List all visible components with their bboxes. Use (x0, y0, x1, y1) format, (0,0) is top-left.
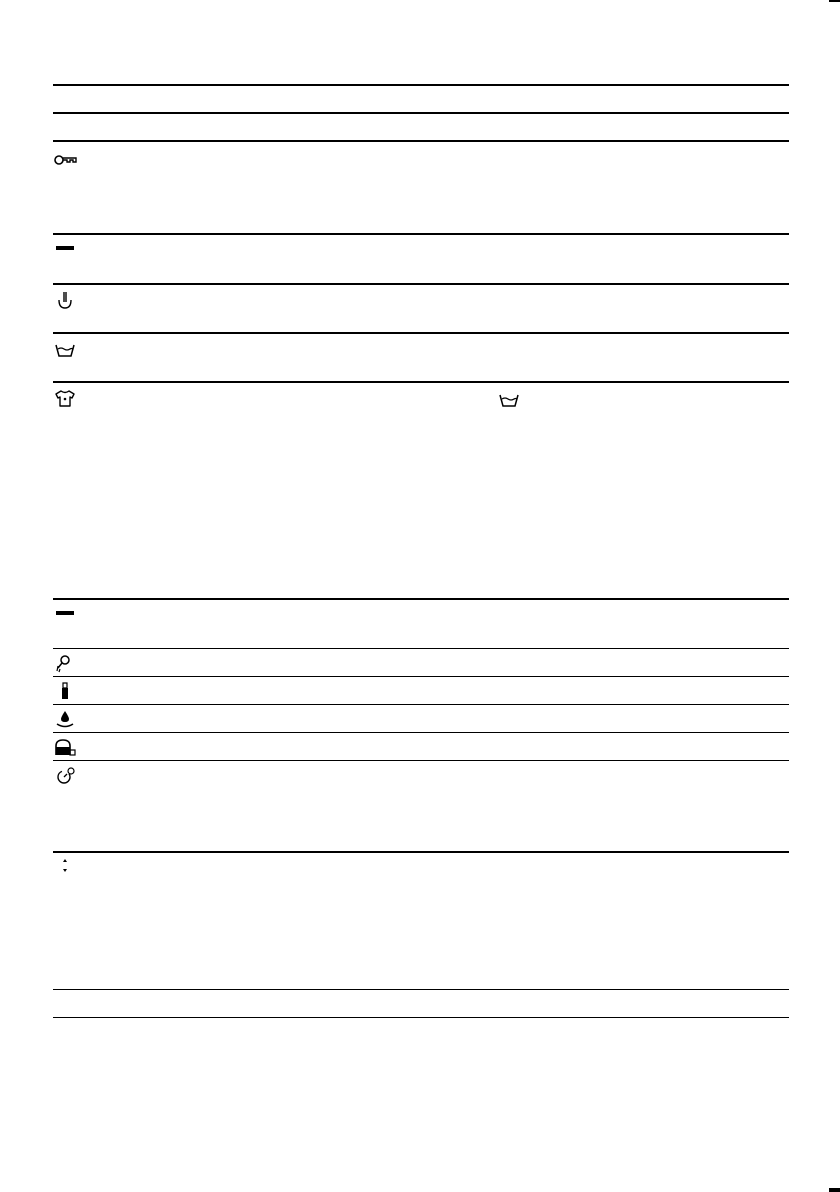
dots-icon (53, 857, 79, 877)
dash-icon (53, 238, 79, 258)
row-divider (53, 732, 789, 733)
row-divider (53, 233, 789, 235)
table-top-rule (53, 84, 789, 86)
row-divider (53, 381, 789, 383)
row-divider (53, 140, 789, 142)
dash-icon (53, 603, 79, 623)
shirt-icon (53, 388, 79, 408)
door-lock-icon (53, 737, 79, 757)
row-divider (53, 676, 789, 677)
child-lock-key-icon (53, 150, 79, 170)
timer-icon (53, 766, 79, 786)
stain-icon (53, 681, 79, 701)
table-header-rule (53, 112, 789, 114)
rinse-icon (53, 653, 79, 673)
table-bottom-rule (53, 1017, 789, 1018)
row-divider (53, 851, 789, 853)
row-divider (53, 283, 789, 285)
wash-tub-icon (53, 340, 79, 360)
row-divider (53, 648, 789, 649)
row-divider (53, 760, 789, 761)
row-divider (53, 704, 789, 705)
water-drop-icon (53, 709, 79, 729)
edge-mark (829, 0, 840, 2)
wash-tub-icon (497, 390, 523, 410)
row-divider (53, 332, 789, 334)
row-divider (53, 598, 789, 600)
table-footer-rule (53, 989, 789, 990)
edge-mark (829, 1188, 840, 1192)
temperature-icon (53, 290, 79, 310)
